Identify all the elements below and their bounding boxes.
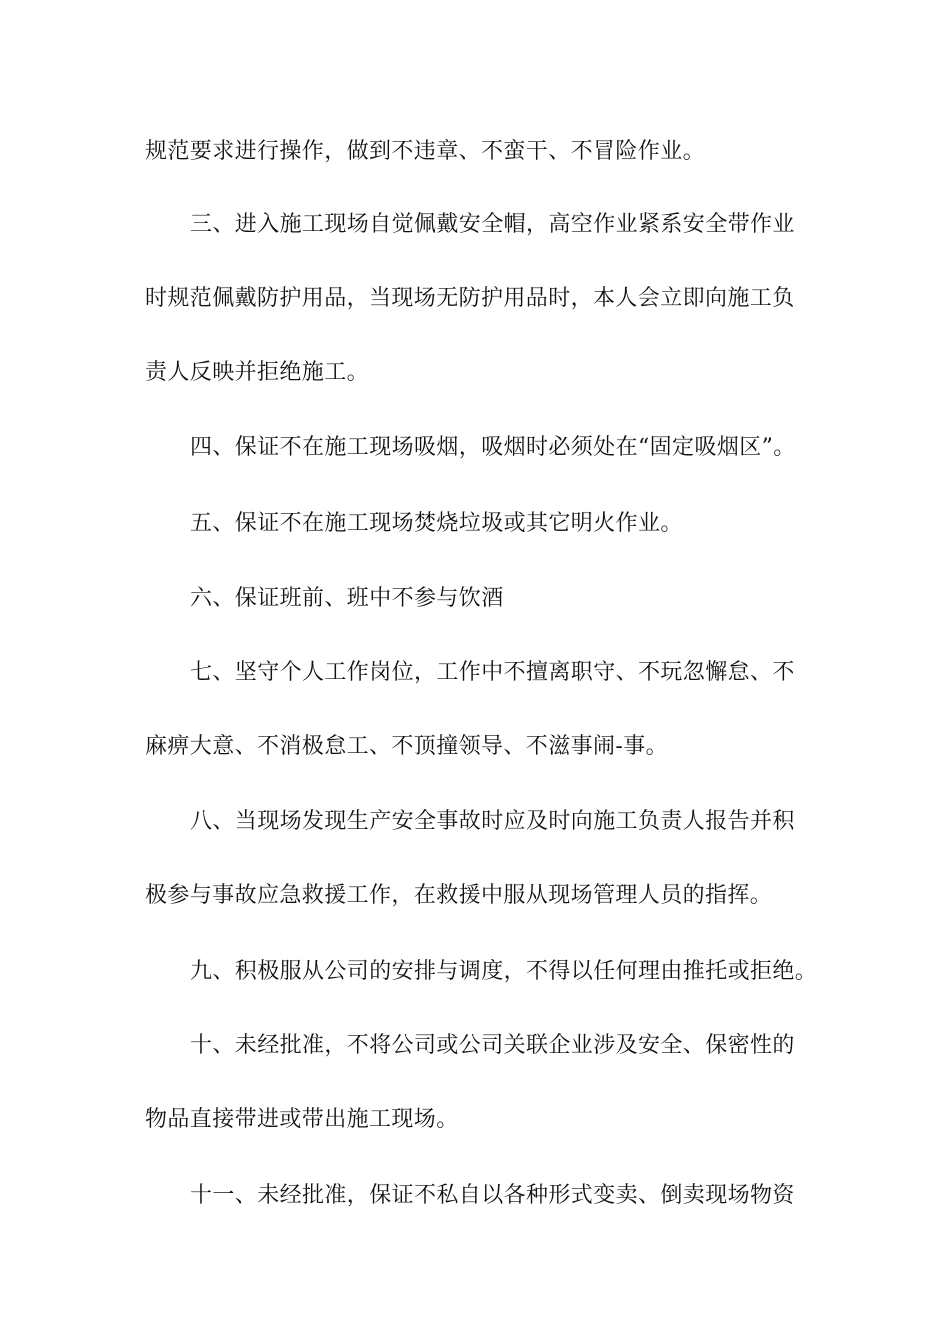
paragraph-line: 六、保证班前、班中不参与饮酒 [190, 586, 504, 611]
paragraph-line: 十、未经批准，不将公司或公司关联企业涉及安全、保密性的 [190, 1033, 795, 1058]
paragraph-line: 七、坚守个人工作岗位，工作中不擅离职守、不玩忽懈怠、不 [190, 660, 795, 685]
paragraph-line: 责人反映并拒绝施工。 [145, 360, 370, 385]
paragraph-line: 九、积极服从公司的安排与调度，不得以任何理由推托或拒绝。 [190, 959, 818, 984]
paragraph-line: 时规范佩戴防护用品，当现场无防护用品时，本人会立即向施工负 [145, 286, 795, 311]
paragraph-line: 十一、未经批准，保证不私自以各种形式变卖、倒卖现场物资 [190, 1183, 795, 1208]
paragraph-line: 麻痹大意、不消极怠工、不顶撞领导、不滋事闹-事。 [145, 734, 669, 759]
paragraph-line: 极参与事故应急救援工作，在救援中服从现场管理人员的指挥。 [145, 883, 773, 908]
paragraph-line: 物品直接带进或带出施工现场。 [145, 1107, 459, 1132]
paragraph-line: 三、进入施工现场自觉佩戴安全帽，高空作业紧系安全带作业 [190, 212, 795, 237]
paragraph-line: 八、当现场发现生产安全事故时应及时向施工负责人报告并积 [190, 809, 795, 834]
paragraph-line: 四、保证不在施工现场吸烟，吸烟时必须处在“固定吸烟区”。 [190, 435, 796, 460]
paragraph-line: 五、保证不在施工现场焚烧垃圾或其它明火作业。 [190, 511, 683, 536]
paragraph-line: 规范要求进行操作，做到不违章、不蛮干、不冒险作业。 [145, 139, 706, 164]
